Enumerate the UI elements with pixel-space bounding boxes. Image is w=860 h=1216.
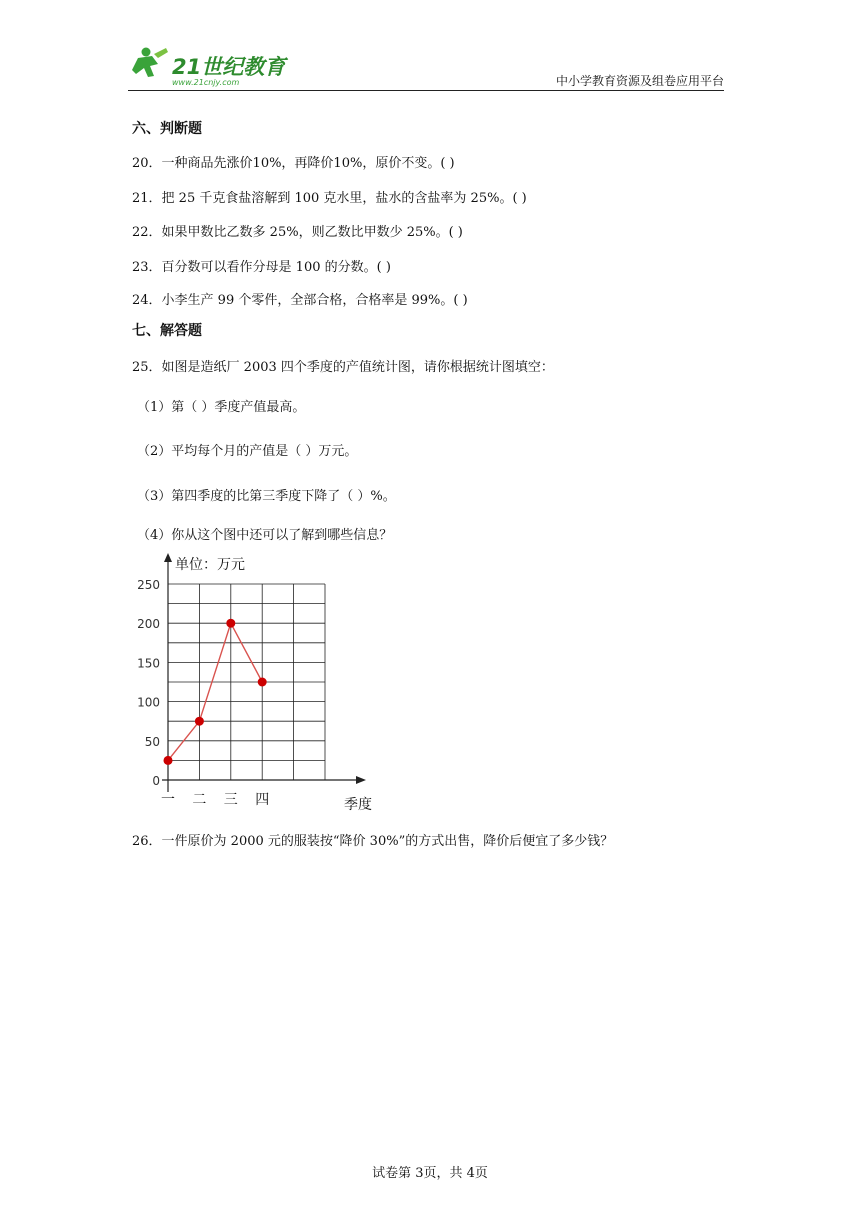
question-25-sub-4: （4）你从这个图中还可以了解到哪些信息？	[137, 528, 393, 543]
question-25-sub-1: （1）第（ ）季度产值最高。	[137, 400, 306, 415]
x-axis-label: 季度	[344, 797, 372, 813]
data-point	[226, 619, 235, 628]
question-24: 24．小李生产 99 个零件，全部合格，合格率是 99%。( )	[132, 293, 468, 308]
question-22: 22．如果甲数比乙数多 25%，则乙数比甲数少 25%。( )	[132, 225, 463, 240]
data-point	[258, 678, 267, 687]
logo-url: www.21cnjy.com	[172, 78, 240, 87]
series-line	[168, 623, 262, 760]
section-title-answers: 七、解答题	[132, 323, 202, 339]
y-tick-label: 0	[152, 774, 160, 788]
y-tick-label: 100	[137, 695, 160, 710]
y-tick-label: 50	[144, 734, 160, 749]
data-point	[195, 717, 204, 726]
y-axis-arrow	[164, 553, 172, 562]
y-axis-label: 单位：万元	[175, 557, 245, 573]
question-20: 20．一种商品先涨价10%，再降价10%，原价不变。( )	[132, 156, 455, 171]
x-tick-label: 三	[223, 792, 238, 808]
x-tick-label: 一	[161, 792, 175, 808]
question-25-sub-3: （3）第四季度的比第三季度下降了（ ）%。	[137, 489, 396, 504]
page-header	[128, 38, 724, 91]
page-footer: 试卷第 3页，共 4页	[372, 1166, 488, 1181]
logo-text: 21世纪教育	[172, 55, 286, 79]
x-tick-label: 四	[255, 792, 270, 808]
question-26: 26．一件原价为 2000 元的服装按“降价 30%”的方式出售，降价后便宜了多少钱？	[132, 834, 614, 849]
section-title-judgement: 六、判断题	[132, 121, 202, 137]
data-point	[164, 756, 173, 765]
question-21: 21．把 25 千克食盐溶解到 100 克水里，盐水的含盐率为 25%。( )	[132, 191, 527, 206]
y-tick-label: 250	[137, 578, 160, 592]
question-25-sub-2: （2）平均每个月的产值是（ ）万元。	[137, 444, 358, 459]
question-23: 23．百分数可以看作分母是 100 的分数。( )	[132, 260, 391, 275]
x-axis-arrow	[356, 776, 366, 784]
logo	[128, 44, 298, 88]
y-tick-label: 200	[137, 617, 160, 632]
runner-icon	[132, 48, 168, 78]
y-tick-label: 150	[137, 656, 160, 671]
header-tagline: 中小学教育资源及组卷应用平台	[555, 74, 724, 88]
question-25: 25．如图是造纸厂 2003 四个季度的产值统计图，请你根据统计图填空：	[132, 360, 554, 375]
quarterly-output-line-chart	[130, 548, 390, 818]
x-tick-label: 二	[192, 792, 207, 808]
